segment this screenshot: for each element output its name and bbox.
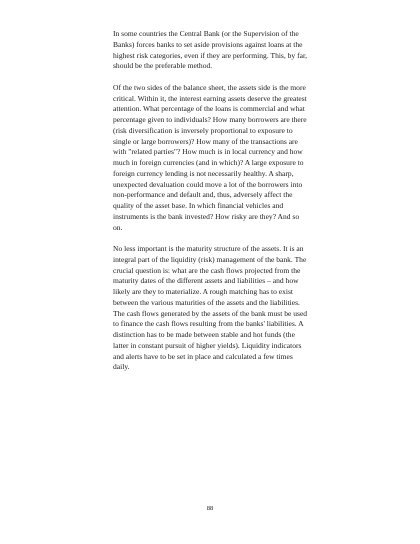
paragraph-assets-side: Of the two sides of the balance sheet, the assets side is the more critical. Within it, the interest earning assets deserve the greatest attention. What percentage of the loans is commercial and what percentage given to individuals? How many borrowers are there (risk diversification is inversely proportional to exposure to single or large borrowers)? How many of the transactions are with "related parties"? How much is in local currency and how much in foreign currencies (and in which)? A large exposure to foreign currency lending is not necessarily healthy. A sharp, unexpected devaluation could move a lot of the borrowers into non-performance and default and, thus, adversely affect the quality of the asset base. In which financial vehicles and instruments is the bank invested? How risky are they? And so on. bbox=[113, 82, 307, 232]
paragraph-provisions: In some countries the Central Bank (or the Supervision of the Banks) forces banks to set aside provisions against loans at the highest risk categories, even if they are performing. This, by far, should be the preferable method. bbox=[113, 29, 308, 71]
body-text bbox=[113, 29, 309, 384]
paragraph-maturity-structure: No less important is the maturity structure of the assets. It is an integral part of the liquidity (risk) management of the bank. The crucial question is: what are the cash flows projected from the maturity dates of the different assets and liabilities – and how likely are they to materialize. A rough matching has to exist between the various maturities of the assets and the liabilities. The cash flows generated by the assets of the bank must be used to finance the cash flows resulting from the banks' liabilities. A distinction has to be made between stable and hot funds (the latter in constant pursuit of higher yields). Liquidity indicators and alerts have to be set in place and calculated a few times daily. bbox=[113, 244, 308, 372]
page-number: 88 bbox=[206, 505, 214, 512]
